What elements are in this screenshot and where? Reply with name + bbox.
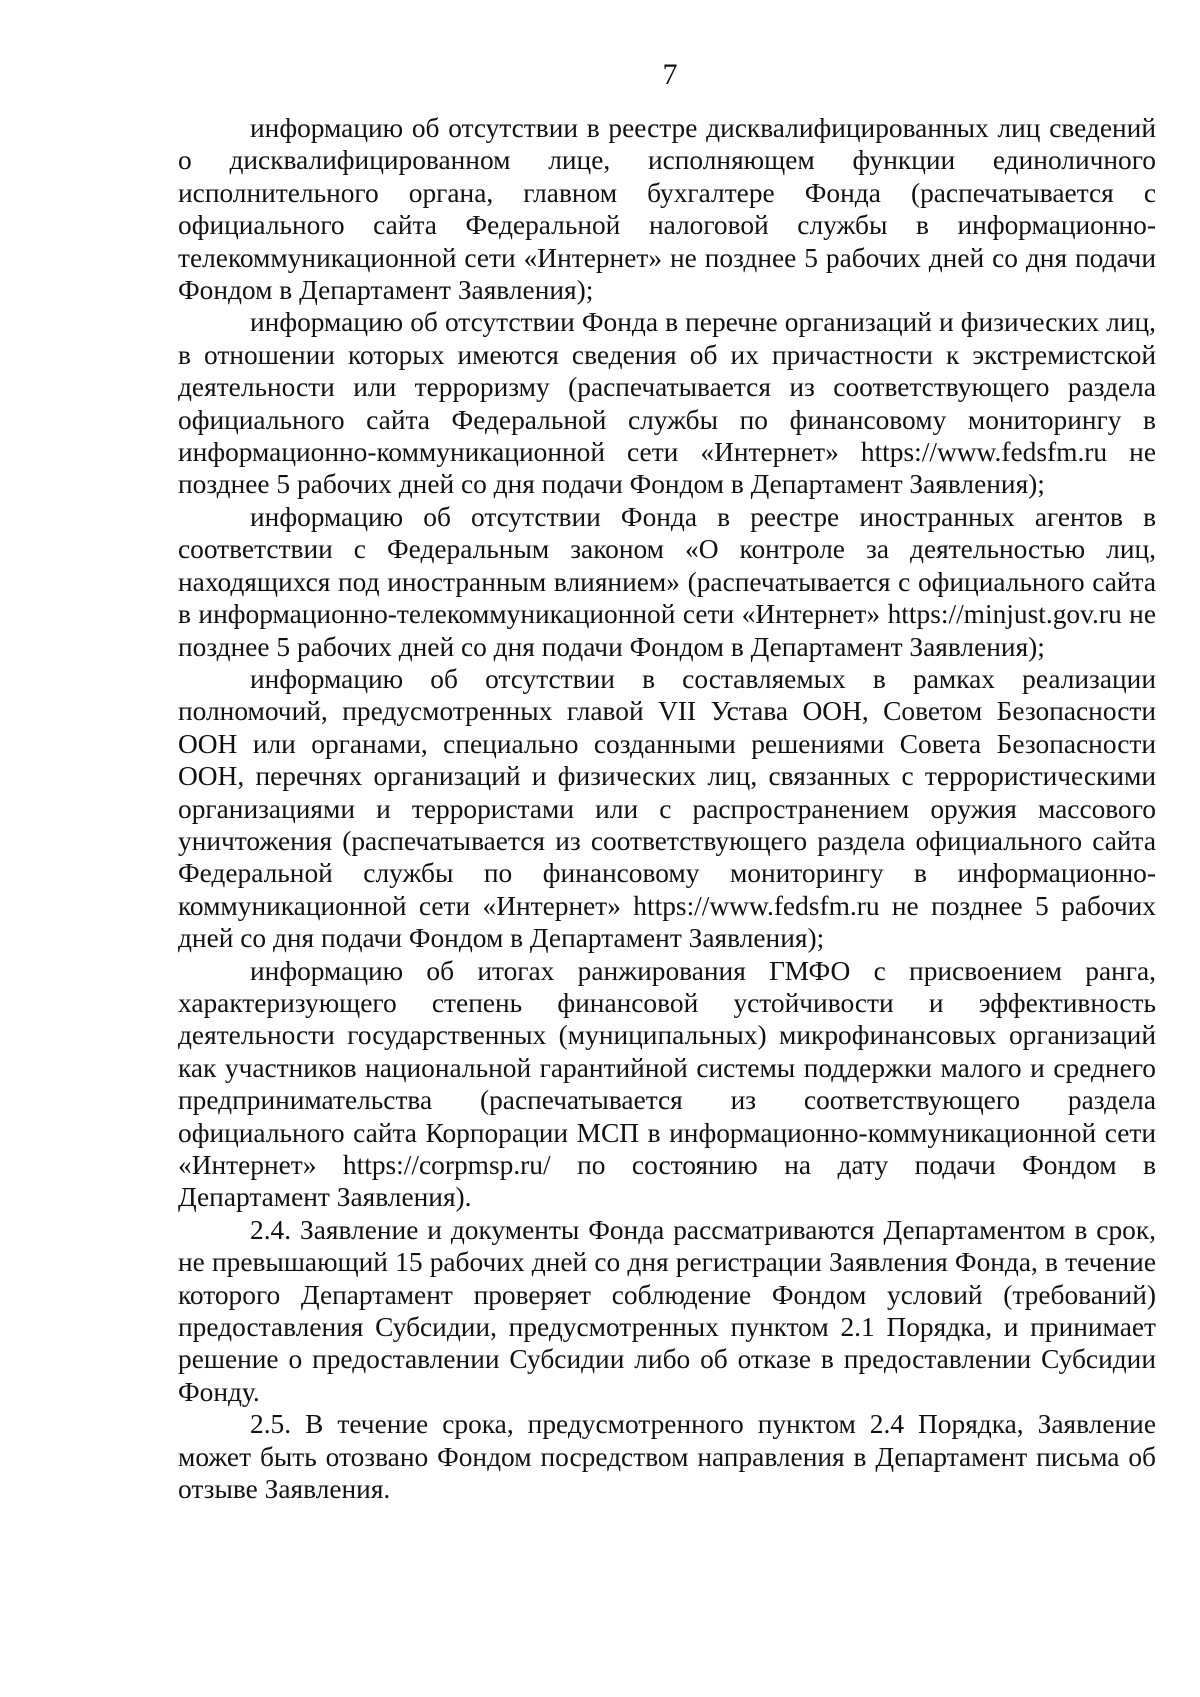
paragraph-extremism-list: информацию об отсутствии Фонда в перечне организаций и физических лиц, в отношении которых имеются сведения об их причастности к экстремистской деятельности или терроризму (распечатывается из соответствующего раздела официального сайта Федеральной службы по финансовому мониторингу в информационно-коммуникационной сети «Интернет» https://www.fedsfm.ru не позднее 5 рабочих дней со дня подачи Фондом в Департамент Заявления); — [178, 307, 1156, 500]
document-body — [178, 112, 1156, 1505]
paragraph-2-5: 2.5. В течение срока, предусмотренного пунктом 2.4 Порядка, Заявление может быть отозвано Фондом посредством направления в Департамент письма об отзыве Заявления. — [178, 1409, 1156, 1505]
paragraph-un-sanctions: информацию об отсутствии в составляемых в рамках реализации полномочий, предусмотренных главой VII Устава ООН, Советом Безопасности ООН или органами, специально созданными решениями Совета Безопасности ООН, перечнях организаций и физических лиц, связанных с террористическими организациями и террористами или с распространением оружия массового уничтожения (распечатывается из соответствующего раздела официального сайта Федеральной службы по финансовому мониторингу в информационно-коммуникационной сети «Интернет» https://www.fedsfm.ru не позднее 5 рабочих дней со дня подачи Фондом в Департамент Заявления); — [178, 663, 1156, 954]
paragraph-2-4: 2.4. Заявление и документы Фонда рассматриваются Департаментом в срок, не превышающий 15 рабочих дней со дня регистрации Заявления Фонда, в течение которого Департамент проверяет соблюдение Фондом условий (требований) предоставления Субсидии, предусмотренных пунктом 2.1 Порядка, и принимает решение о предоставлении Субсидии либо об отказе в предоставлении Субсидии Фонду. — [178, 1214, 1156, 1407]
paragraph-disqualified-persons: информацию об отсутствии в реестре дисквалифицированных лиц сведений о дисквалифицированном лице, исполняющем функции единоличного исполнительного органа, главном бухгалтере Фонда (распечатывается с официального сайта Федеральной налоговой службы в информационно-телекоммуникационной сети «Интернет» не позднее 5 рабочих дней со дня подачи Фондом в Департамент Заявления); — [178, 113, 1156, 306]
page-number: 7 — [662, 58, 678, 91]
paragraph-gmfo-ranking: информацию об итогах ранжирования ГМФО с присвоением ранга, характеризующего степень финансовой устойчивости и эффективность деятельности государственных (муниципальных) микрофинансовых организаций как участников национальной гарантийной системы поддержки малого и среднего предпринимательства (распечатывается из соответствующего раздела официального сайта Корпорации МСП в информационно-коммуникационной сети «Интернет» https://corpmsp.ru/ по состоянию на дату подачи Фондом в Департамент Заявления). — [178, 955, 1156, 1213]
paragraph-foreign-agents: информацию об отсутствии Фонда в реестре иностранных агентов в соответствии с Федеральным законом «О контроле за деятельностью лиц, находящихся под иностранным влиянием» (распечатывается с официального сайта в информационно-телекоммуникационной сети «Интернет» https://minjust.gov.ru не позднее 5 рабочих дней со дня подачи Фондом в Департамент Заявления); — [178, 501, 1156, 662]
